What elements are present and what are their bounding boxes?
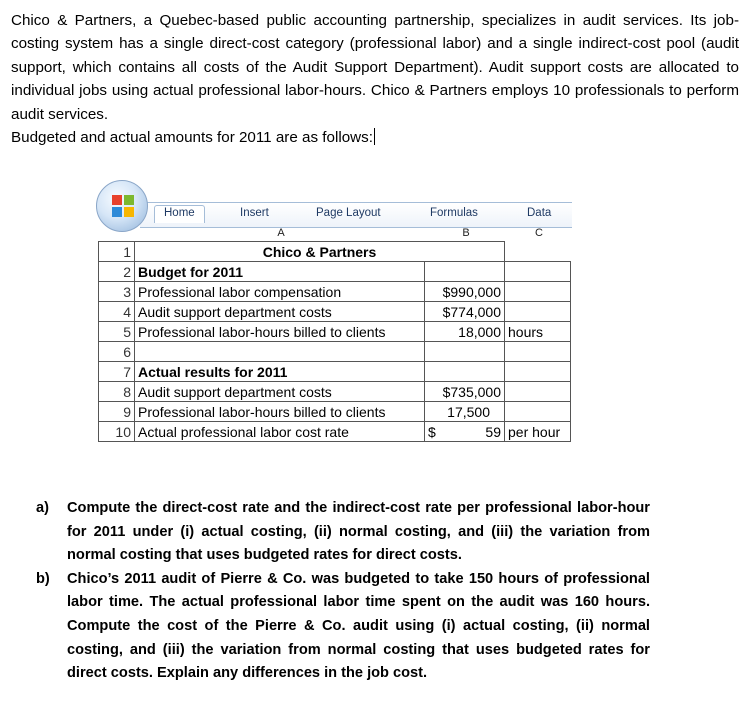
office-button[interactable]: [96, 180, 148, 232]
question-b: [36, 568, 650, 686]
cell[interactable]: [425, 362, 505, 382]
cell[interactable]: Professional labor-hours billed to clients: [135, 322, 425, 342]
question-label: a): [36, 500, 49, 516]
row-number[interactable]: 6: [99, 342, 135, 362]
question-text: Compute the direct-cost rate and the indirect-cost rate per professional labor-hour for 2011 under (i) actual costing, (ii) normal costing, and (iii) the variation from normal costing that uses budgeted rates for direct costs.: [67, 500, 650, 564]
grid-row: [99, 402, 571, 422]
row-number[interactable]: 8: [99, 382, 135, 402]
row-number[interactable]: 9: [99, 402, 135, 422]
intro-lead-in: [11, 126, 739, 149]
question-text: Chico’s 2011 audit of Pierre & Co. was budgeted to take 150 hours of professional labor time. The actual professional labor time spent on the audit was 160 hours. Compute the cost of the Pierre & Co. audit using (i) actual costing, (ii) normal costing, and (iii) the variation from normal costing that uses budgeted rates for direct costs. Explain any differences in the job cost.: [67, 570, 650, 682]
intro-lead-in-text: Budgeted and actual amounts for 2011 are as follows:: [11, 129, 373, 147]
cell[interactable]: [505, 282, 571, 302]
cell[interactable]: [505, 242, 571, 262]
cell[interactable]: [505, 342, 571, 362]
grid-row: [99, 282, 571, 302]
text-cursor: [374, 128, 375, 145]
row-number[interactable]: 5: [99, 322, 135, 342]
cell[interactable]: 17,500: [425, 402, 505, 422]
row-number[interactable]: 3: [99, 282, 135, 302]
cell[interactable]: [505, 402, 571, 422]
tab-home[interactable]: Home: [154, 205, 205, 223]
cell[interactable]: [505, 262, 571, 282]
intro-paragraph: Chico & Partners, a Quebec-based public accounting partnership, specializes in audit services. Its job-costing system has a single direct-cost category (professional labor) and a single indirect-cost pool (audit support, which contains all costs of the Audit Support Department). Audit support costs are allocated to individual jobs using actual professional labor-hours. Chico & Partners employs 10 professionals to perform audit services.: [11, 12, 739, 123]
cell[interactable]: Actual results for 2011: [135, 362, 425, 382]
cell[interactable]: [425, 342, 505, 362]
cell[interactable]: Audit support department costs: [135, 382, 425, 402]
row-number[interactable]: 4: [99, 302, 135, 322]
grid-row: [99, 302, 571, 322]
cell[interactable]: Audit support department costs: [135, 302, 425, 322]
cell[interactable]: $735,000: [425, 382, 505, 402]
tab-page-layout[interactable]: Page Layout: [316, 207, 381, 219]
grid-row: [99, 342, 571, 362]
spreadsheet-image: [96, 180, 586, 470]
cell[interactable]: Professional labor compensation: [135, 282, 425, 302]
cell-value: 59: [485, 423, 501, 440]
currency-symbol: $: [428, 423, 436, 440]
grid-row: [99, 362, 571, 382]
cell[interactable]: [505, 362, 571, 382]
row-number[interactable]: 1: [99, 242, 135, 262]
row-number[interactable]: 2: [99, 262, 135, 282]
column-header-c[interactable]: C: [535, 227, 543, 239]
cell[interactable]: [505, 302, 571, 322]
question-a: [36, 497, 650, 568]
cell[interactable]: [135, 342, 425, 362]
cell[interactable]: [425, 262, 505, 282]
cell[interactable]: per hour: [505, 422, 571, 442]
cell[interactable]: $990,000: [425, 282, 505, 302]
question-list: [36, 497, 650, 686]
grid-row: [99, 382, 571, 402]
grid-row: [99, 322, 571, 342]
grid-row: [99, 422, 571, 442]
cell[interactable]: $774,000: [425, 302, 505, 322]
cell-title[interactable]: Chico & Partners: [135, 242, 505, 262]
cell[interactable]: Budget for 2011: [135, 262, 425, 282]
column-header-b[interactable]: B: [462, 227, 470, 239]
data-grid: [98, 241, 571, 442]
cell[interactable]: hours: [505, 322, 571, 342]
row-number[interactable]: 10: [99, 422, 135, 442]
grid-row: [99, 262, 571, 282]
tab-formulas[interactable]: Formulas: [430, 207, 478, 219]
cell[interactable]: Professional labor-hours billed to clients: [135, 402, 425, 422]
cell[interactable]: [505, 382, 571, 402]
cell[interactable]: 18,000: [425, 322, 505, 342]
grid-row: [99, 242, 571, 262]
tab-insert[interactable]: Insert: [240, 207, 269, 219]
cell[interactable]: [425, 422, 505, 442]
question-label: b): [36, 570, 50, 587]
intro-text: [11, 9, 739, 149]
office-logo-icon: [110, 193, 136, 219]
column-header-a[interactable]: A: [277, 227, 285, 239]
row-number[interactable]: 7: [99, 362, 135, 382]
cell[interactable]: Actual professional labor cost rate: [135, 422, 425, 442]
tab-data[interactable]: Data: [527, 207, 552, 219]
ribbon-tabs: [140, 202, 572, 228]
